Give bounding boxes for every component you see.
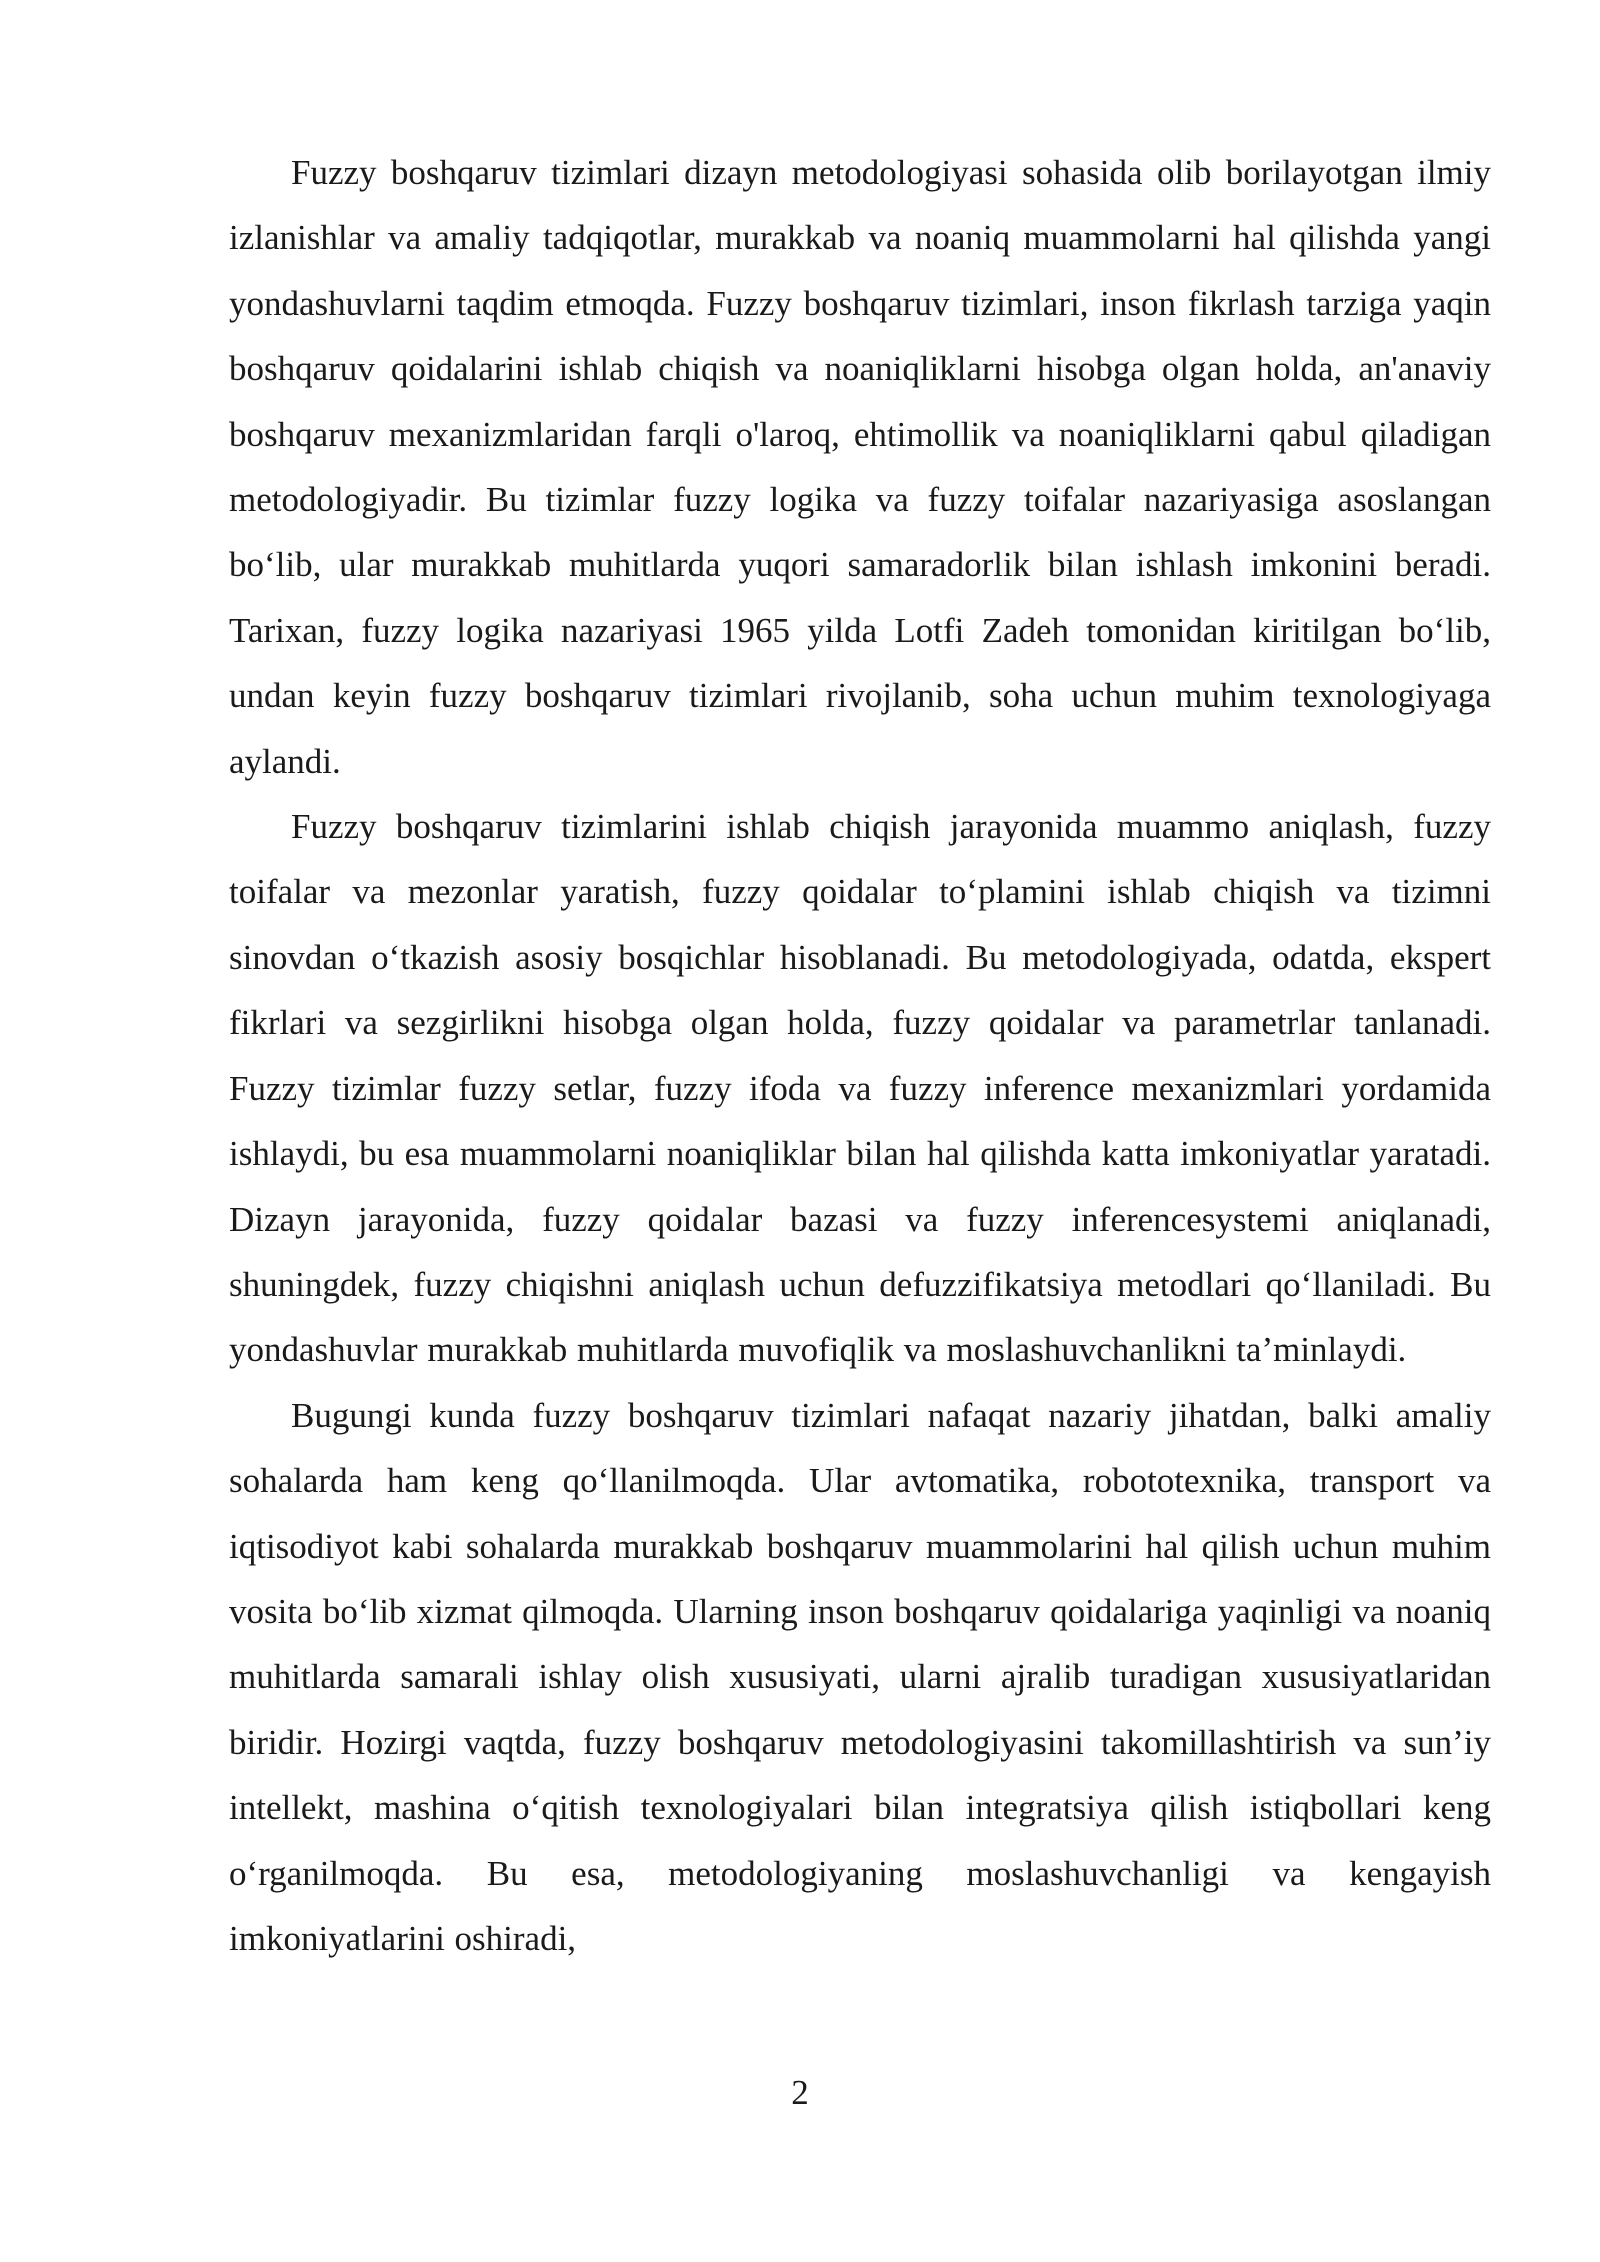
paragraph-1: Fuzzy boshqaruv tizimlari dizayn metodologiyasi sohasida olib borilayotgan ilmiy izlanishlar va amaliy tadqiqotlar, murakkab va noaniq muammolarni hal qilishda yangi yondashuvlarni taqdim etmoqda. Fuzzy boshqaruv tizimlari, inson fikrlash tarziga yaqin boshqaruv qoidalarini ishlab chiqish va noaniqliklarni hisobga olgan holda, an'anaviy boshqaruv mexanizmlaridan farqli o'laroq, ehtimollik va noaniqliklarni qabul qiladigan metodologiyadir. Bu tizimlar fuzzy logika va fuzzy toifalar nazariyasiga asoslangan bo‘lib, ular murakkab muhitlarda yuqori samaradorlik bilan ishlash imkonini beradi. Tarixan, fuzzy logika nazariyasi 1965 yilda Lotfi Zadeh tomonidan kiritilgan bo‘lib, undan keyin fuzzy boshqaruv tizimlari rivojlanib, soha uchun muhim texnologiyaga aylandi.: [229, 153, 1491, 781]
paragraph-2: Fuzzy boshqaruv tizimlarini ishlab chiqish jarayonida muammo aniqlash, fuzzy toifalar va mezonlar yaratish, fuzzy qoidalar to‘plamini ishlab chiqish va tizimni sinovdan o‘tkazish asosiy bosqichlar hisoblanadi. Bu metodologiyada, odatda, ekspert fikrlari va sezgirlikni hisobga olgan holda, fuzzy qoidalar va parametrlar tanlanadi. Fuzzy tizimlar fuzzy setlar, fuzzy ifoda va fuzzy inference mexanizmlari yordamida ishlaydi, bu esa muammolarni noaniqliklar bilan hal qilishda katta imkoniyatlar yaratadi. Dizayn jarayonida, fuzzy qoidalar bazasi va fuzzy inferencesystemi aniqlanadi, shuningdek, fuzzy chiqishni aniqlash uchun defuzzifikatsiya metodlari qo‘llaniladi. Bu yondashuvlar murakkab muhitlarda muvofiqlik va moslashuvchanlikni ta’minlaydi.: [229, 807, 1491, 1370]
page-number: 2: [791, 2073, 809, 2112]
document-body: [229, 140, 1491, 1971]
paragraph-3: Bugungi kunda fuzzy boshqaruv tizimlari nafaqat nazariy jihatdan, balki amaliy sohalarda ham keng qo‘llanilmoqda. Ular avtomatika, robototexnika, transport va iqtisodiyot kabi sohalarda murakkab boshqaruv muammolarini hal qilish uchun muhim vosita bo‘lib xizmat qilmoqda. Ularning inson boshqaruv qoidalariga yaqinligi va noaniq muhitlarda samarali ishlay olish xususiyati, ularni ajralib turadigan xususiyatlaridan biridir. Hozirgi vaqtda, fuzzy boshqaruv metodologiyasini takomillashtirish va sun’iy intellekt, mashina o‘qitish texnologiyalari bilan integratsiya qilish istiqbollari keng o‘rganilmoqda. Bu esa, metodologiyaning moslashuvchanligi va kengayish imkoniyatlarini oshiradi,: [229, 1395, 1491, 1958]
